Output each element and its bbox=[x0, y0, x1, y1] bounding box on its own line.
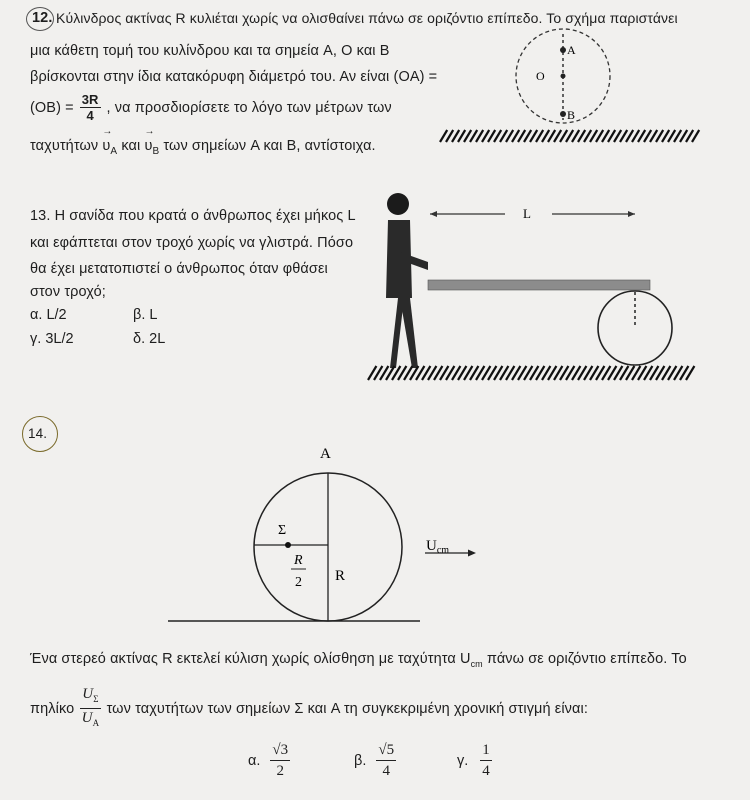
q13-person-head bbox=[387, 193, 409, 215]
q12-figure bbox=[430, 28, 710, 153]
q12-vector-a: → υ bbox=[102, 138, 110, 154]
q13-line4: στον τροχό; bbox=[30, 284, 106, 300]
q12-vector-b-sub: B bbox=[152, 145, 160, 157]
q12-point-b bbox=[560, 111, 566, 117]
q14-label-sigma: Σ bbox=[278, 523, 287, 538]
q13-ground-hatch bbox=[368, 366, 694, 380]
q13-person-body bbox=[386, 220, 412, 368]
q13-person-leg-right bbox=[400, 298, 418, 368]
q12-label-b: B bbox=[567, 108, 576, 122]
q12-ob-label: (OB) = bbox=[30, 99, 74, 116]
q14-velocity-arrow-head bbox=[468, 550, 476, 557]
q12-ground-hatch bbox=[440, 130, 699, 142]
q13-plank bbox=[428, 280, 650, 290]
q14-figure bbox=[150, 440, 490, 630]
q13-figure bbox=[360, 188, 705, 388]
q13-label-l: L bbox=[523, 206, 531, 221]
q13-option-b: β. L bbox=[133, 307, 158, 323]
q12-line4 bbox=[30, 92, 392, 123]
q14-line2-prefix: πηλίκο bbox=[30, 700, 75, 717]
q14-option-a: α. $\frac{√3}{2}$ bbox=[248, 742, 289, 779]
q12-line5-suffix: των σημείων A και B, αντίστοιχα. bbox=[163, 138, 376, 154]
q12-point-o bbox=[561, 74, 566, 79]
q13-arrow-head-left bbox=[430, 211, 437, 217]
q12-fraction-num: 3R bbox=[81, 92, 99, 107]
q14-label-ucm: $U_{cm}$ bbox=[426, 538, 450, 556]
q14-label-a: A bbox=[320, 446, 331, 462]
q13-option-a: α. L/2 bbox=[30, 307, 67, 323]
q14-option-c: γ. $\frac{1}{4}$ bbox=[457, 742, 490, 779]
q12-line3: βρίσκονται στην ίδια κατακόρυφη διάμετρό του. Αν είναι (OA) = bbox=[30, 69, 438, 85]
q12-number: 12. bbox=[32, 10, 53, 26]
q13-arrow-head-right bbox=[628, 211, 635, 217]
q12-point-a bbox=[560, 47, 566, 53]
q14-label-r2-den: 2 bbox=[295, 575, 302, 590]
q13-line2: και εφάπτεται στον τροχό χωρίς να γλιστρά. Πόσο bbox=[30, 235, 354, 251]
q13-line3: θα έχει μετατοπιστεί ο άνθρωπος όταν φθάσει bbox=[30, 261, 328, 277]
q12-fraction-den: 4 bbox=[86, 108, 94, 123]
q14-line1: Ένα στερεό ακτίνας R εκτελεί κύλιση χωρίς ολίσθηση με ταχύτητα $U_{cm}$ πάνω σε οριζόντιο επίπεδο. Το bbox=[30, 651, 687, 669]
q13-line1: 13. Η σανίδα που κρατά ο άνθρωπος έχει μήκος L bbox=[30, 208, 356, 224]
q14-ratio-fraction: $\frac{U_\Sigma}{U_A}$ bbox=[81, 686, 100, 728]
q12-label-o: O bbox=[536, 69, 545, 83]
q12-line2: μια κάθετη τομή του κυλίνδρου και τα σημεία A, O και B bbox=[30, 43, 390, 59]
q12-label-a: A bbox=[567, 43, 576, 57]
q14-line2 bbox=[30, 685, 588, 732]
q14-line2-suffix: των ταχυτήτων των σημείων Σ και A τη συγκεκριμένη χρονική στιγμή είναι: bbox=[106, 700, 588, 717]
q12-line5-prefix: ταχυτήτων bbox=[30, 138, 99, 154]
q14-label-r2-num: R bbox=[294, 553, 303, 568]
q12-vector-b: → υ bbox=[144, 138, 152, 154]
q12-vector-a-sub: A bbox=[110, 145, 118, 157]
q12-line4-suffix: , να προσδιορίσετε το λόγο των μέτρων των bbox=[106, 99, 392, 116]
q12-line5-mid: και bbox=[121, 138, 141, 154]
q12-line5 bbox=[30, 138, 376, 157]
q12-fraction bbox=[80, 92, 101, 123]
q12-line1: Κύλινδρος ακτίνας R κυλιέται χωρίς να ολισθαίνει πάνω σε οριζόντιο επίπεδο. Το σχήμα παριστάνει bbox=[56, 10, 678, 26]
q14-label-r: R bbox=[335, 568, 346, 584]
q14-point-sigma bbox=[285, 542, 291, 548]
q13-option-d: δ. 2L bbox=[133, 331, 166, 347]
q14-option-b: β. $\frac{√5}{4}$ bbox=[354, 742, 395, 779]
q13-option-c: γ. 3L/2 bbox=[30, 331, 74, 347]
q14-number: 14. bbox=[28, 426, 48, 441]
